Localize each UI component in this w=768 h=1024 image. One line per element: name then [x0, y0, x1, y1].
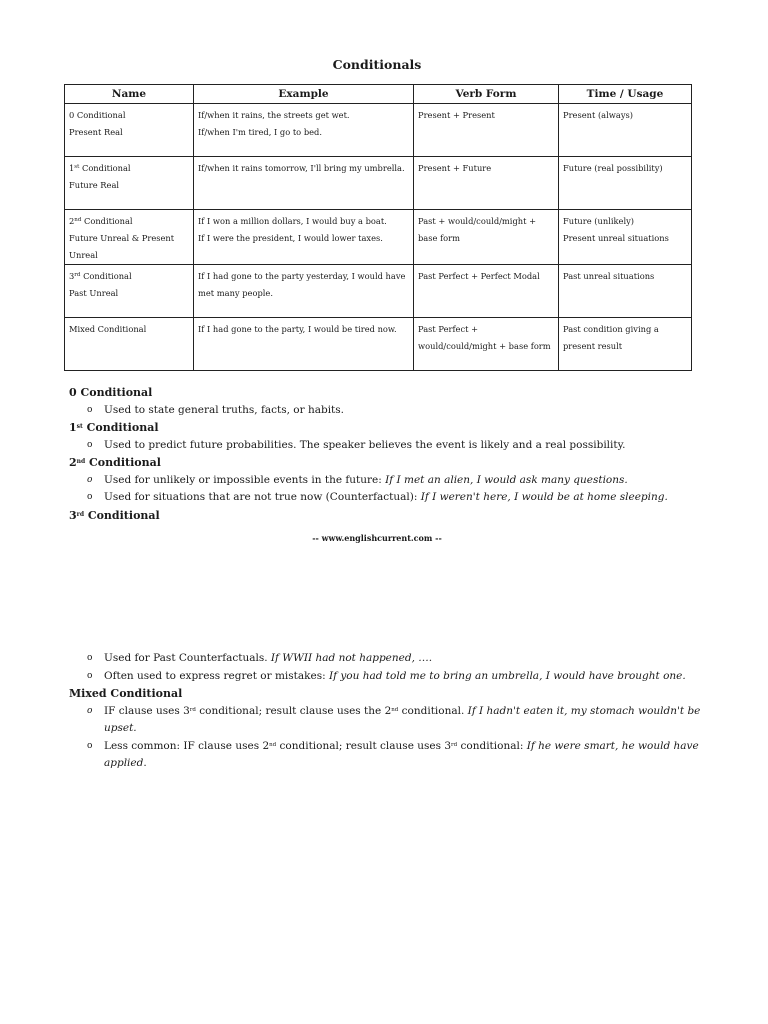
row-verb-form: Present + Future: [418, 163, 492, 173]
header-example: Example: [194, 85, 414, 104]
row-time-usage: Future (real possibility): [563, 163, 663, 173]
cell-time-usage: [559, 265, 692, 318]
row-example-line: If I had gone to the party, I would be tired now.: [198, 324, 397, 334]
row-verb-form: Past Perfect + would/could/might + base form: [418, 324, 551, 351]
cell-example: [194, 318, 414, 371]
row-verb-form: Present + Present: [418, 110, 495, 120]
row-name-line: Future Unreal & Present Unreal: [69, 233, 175, 260]
row-time-usage: Present unreal situations: [563, 233, 669, 243]
bullet-icon: o: [87, 705, 93, 716]
bullet-icon: o: [87, 439, 93, 450]
third-conditional-heading: 3rd Conditional: [69, 508, 160, 522]
cell-time-usage: [559, 210, 692, 265]
row-example-line: If I won a million dollars, I would buy a boat.: [198, 216, 387, 226]
row-name-line: 2nd Conditional: [69, 216, 133, 226]
row-example-line: If/when it rains, the streets get wet.: [198, 110, 350, 120]
row-name-line: 0 Conditional: [69, 110, 126, 120]
page-footer: -- www.englishcurrent.com --: [312, 533, 442, 543]
bullet-icon: o: [87, 474, 93, 485]
list-item: o Used to state general truths, facts, or habits.: [69, 402, 709, 420]
bullet-icon: o: [87, 492, 93, 502]
list-item: o Used for unlikely or impossible events in the future: If I met an alien, I would ask many questions.: [69, 472, 709, 490]
header-name: Name: [65, 85, 194, 104]
header-time-usage: Time / Usage: [559, 85, 692, 104]
cell-example: [194, 104, 414, 157]
list-item: o Used for situations that are not true now (Counterfactual): If I weren't here, I would be at home sleeping.: [69, 489, 709, 507]
cell-time-usage: [559, 318, 692, 371]
row-name-line: Present Real: [69, 127, 123, 137]
first-conditional-heading: 1st Conditional: [69, 421, 159, 434]
cell-example: [194, 157, 414, 210]
cell-verb-form: [414, 104, 559, 157]
table-row: [65, 265, 692, 318]
bullet-icon: o: [87, 740, 93, 751]
table-row: [65, 157, 692, 210]
list-item: o Often used to express regret or mistakes: If you had told me to bring an umbrella, I would have brought one.: [69, 668, 709, 686]
header-verb-form: Verb Form: [414, 85, 559, 104]
zero-conditional-heading: 0 Conditional: [69, 386, 153, 399]
table-header-row: [65, 85, 692, 104]
cell-name: [65, 104, 194, 157]
notes-section: [69, 384, 709, 524]
cell-verb-form: [414, 157, 559, 210]
conditionals-table: [64, 84, 692, 371]
row-name-line: 1st Conditional: [69, 163, 131, 173]
notes-section-continued: [69, 650, 709, 773]
table-row: [65, 104, 692, 157]
row-example-line: If I had gone to the party yesterday, I would have met many people.: [198, 271, 406, 298]
row-verb-form: Past + would/could/might + base form: [418, 216, 537, 243]
row-name-line: 3rd Conditional: [69, 271, 132, 281]
cell-verb-form: [414, 210, 559, 265]
list-item: o Used for Past Counterfactuals. If WWII had not happened, ….: [69, 650, 709, 668]
row-time-usage: Future (unlikely): [563, 216, 635, 226]
row-name-line: Mixed Conditional: [69, 324, 147, 334]
cell-name: [65, 318, 194, 371]
row-name-line: Past Unreal: [69, 288, 119, 298]
row-example-line: If I were the president, I would lower taxes.: [198, 233, 383, 243]
mixed-conditional-heading: Mixed Conditional: [69, 687, 183, 700]
cell-verb-form: [414, 318, 559, 371]
cell-example: [194, 265, 414, 318]
cell-verb-form: [414, 265, 559, 318]
cell-example: [194, 210, 414, 265]
bullet-icon: o: [87, 670, 93, 681]
table-row: [65, 318, 692, 371]
table-row: [65, 210, 692, 265]
row-verb-form: Past Perfect + Perfect Modal: [418, 271, 540, 281]
list-item: o IF clause uses 3rd conditional; result clause uses the 2nd conditional. If I hadn't eaten it, my stomach wouldn't be upset.: [87, 704, 701, 734]
page-title: Conditionals: [332, 57, 422, 72]
row-name-line: Future Real: [69, 180, 120, 190]
second-conditional-heading: 2nd Conditional: [69, 456, 161, 469]
row-time-usage: Past condition giving a present result: [563, 324, 659, 351]
cell-name: [65, 157, 194, 210]
list-item: o Less common: IF clause uses 2nd conditional; result clause uses 3rd conditional: If he were smart, he would have applied.: [87, 739, 699, 769]
cell-name: [65, 210, 194, 265]
row-example-line: If/when it rains tomorrow, I'll bring my umbrella.: [198, 163, 405, 173]
cell-name: [65, 265, 194, 318]
bullet-icon: o: [87, 653, 93, 663]
list-item: o Used to predict future probabilities. The speaker believes the event is likely and a real possibility.: [69, 437, 709, 455]
row-time-usage: Present (always): [563, 110, 634, 120]
row-example-line: If/when I'm tired, I go to bed.: [198, 127, 322, 137]
row-time-usage: Past unreal situations: [563, 271, 655, 281]
bullet-icon: o: [87, 404, 93, 415]
cell-time-usage: [559, 104, 692, 157]
cell-time-usage: [559, 157, 692, 210]
